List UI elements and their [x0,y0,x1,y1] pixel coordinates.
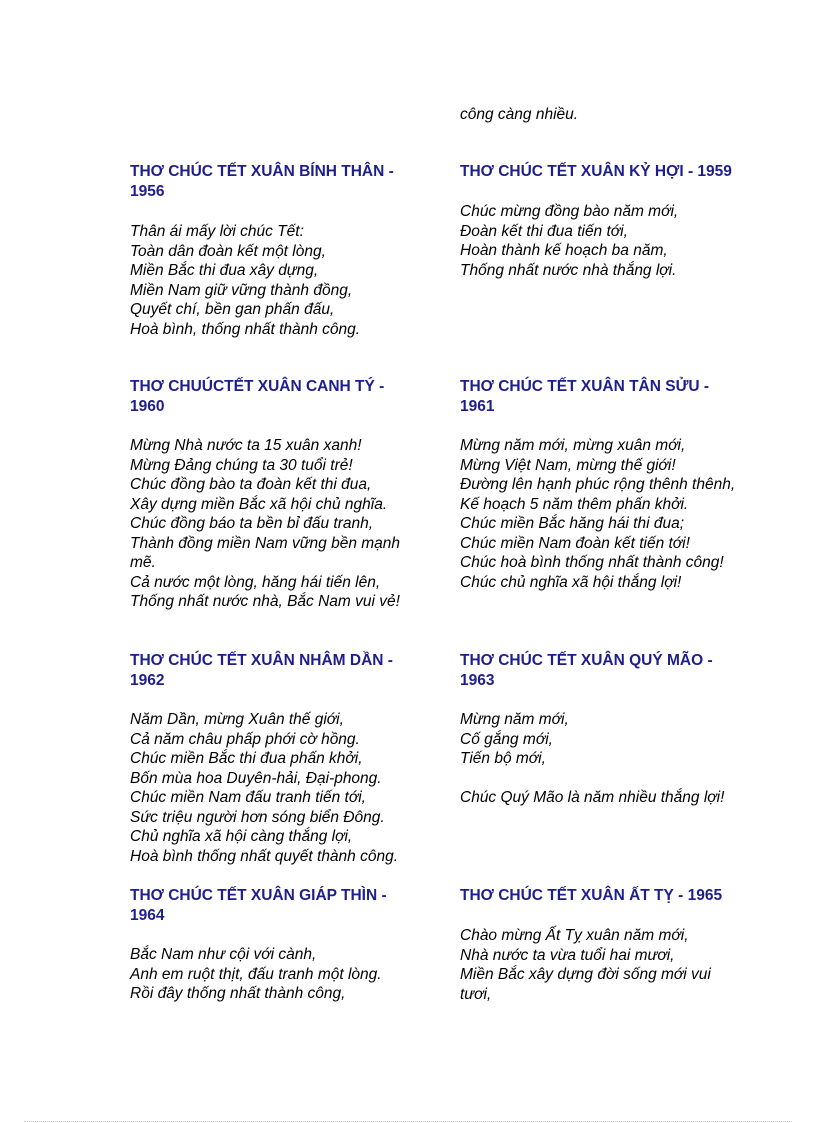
continuation-line: công càng nhiều. [460,106,579,123]
poem-line: Mừng Việt Nam, mừng thế giới! [460,456,676,474]
poem-line: Chúc miền Bắc hăng hái thi đua; [460,515,685,532]
poem-line: Chủ nghĩa xã hội càng thắng lợi, [130,828,353,845]
poem-line: Mừng Đảng chúng ta 30 tuổi trẻ! [130,456,353,474]
poem-line: Chúc chủ nghĩa xã hội thắng lợi! [460,573,682,591]
poem-line: tươi, [460,985,492,1003]
poem-line: Nhà nước ta vừa tuổi hai mươi, [460,946,675,964]
poem-body-at-ty [460,926,711,1004]
poem-line: Hoà bình, thống nhất thành công. [130,320,361,338]
poem-body-giap-thin [130,945,382,1004]
poem-line: Kế hoạch 5 năm thêm phấn khởi. [460,495,689,513]
poem-line: Thành đồng miền Nam vững bền mạnh [130,534,401,552]
poem-line: Hoà bình thống nhất quyết thành công. [130,847,399,865]
poem-body-ky-hoi [460,202,678,280]
poem-body-binh-than [130,222,360,339]
poem-line: Chúc Quý Mão là năm nhiều thắng lợi! [460,789,725,806]
poem-line: Chào mừng Ất Tỵ xuân năm mới, [460,927,689,944]
poem-line [460,769,724,789]
poem-line: Chúc miền Bắc thi đua phấn khởi, [130,750,363,767]
poem-line: Xây dựng miền Bắc xã hội chủ nghĩa. [130,495,388,513]
poem-line: Chúc miền Nam đấu tranh tiến tới, [130,789,366,806]
poem-line: Đường lên hạnh phúc rộng thênh thênh, [460,476,736,493]
poem-line: Bắc Nam như cội với cành, [130,946,317,963]
poem-title-quy-mao: THƠ CHÚC TẾT XUÂN QUÝ MÃO - 1963 [460,652,713,689]
poem-line: Miền Bắc xây dựng đời sống mới vui [460,966,711,983]
poem-line: Quyết chí, bền gan phấn đấu, [130,301,335,318]
poem-line: Thống nhất nước nhà, Bắc Nam vui vẻ! [130,593,400,610]
poem-line: Mừng năm mới, [460,711,569,728]
poem-line: Đoàn kết thi đua tiến tới, [460,222,628,240]
poem-line: Chúc đồng báo ta bền bỉ đấu tranh, [130,515,374,532]
poem-body-canh-ty [130,436,400,612]
poem-title-binh-than: THƠ CHÚC TẾT XUÂN BÍNH THÂN - 1956 [130,163,394,200]
poem-line: Mừng Nhà nước ta 15 xuân xanh! [130,437,362,454]
poem-line: Miền Nam giữ vững thành đồng, [130,281,353,299]
poem-line: Chúc mừng đồng bào năm mới, [460,203,679,220]
poem-line: Chúc hoà bình thống nhất thành công! [460,554,724,571]
poem-line: Anh em ruột thịt, đấu tranh một lòng. [130,965,382,983]
poem-line: Tiến bộ mới, [460,750,546,767]
poem-title-ky-hoi: THƠ CHÚC TẾT XUÂN KỶ HỢI - 1959 [460,163,732,180]
poem-body-nham-dan [130,710,398,866]
poem-line: Mừng năm mới, mừng xuân mới, [460,437,686,454]
poem-line: Bốn mùa hoa Duyên-hải, Đại-phong. [130,769,382,787]
poem-line: Năm Dần, mừng Xuân thế giới, [130,711,344,728]
poem-title-canh-ty: THƠ CHUÚCTẾT XUÂN CANH TÝ - 1960 [130,378,385,415]
poem-line: Cả nước một lòng, hăng hái tiến lên, [130,573,381,591]
poem-line: mẽ. [130,554,156,571]
poem-line: Chúc đồng bào ta đoàn kết thi đua, [130,476,372,493]
poem-line: Cả năm châu phấp phới cờ hồng. [130,730,360,748]
poem-line: Miền Bắc thi đua xây dựng, [130,262,319,279]
poem-line: Thân ái mấy lời chúc Tết: [130,223,304,240]
poem-line: Cố gắng mới, [460,730,553,748]
poem-line: Toàn dân đoàn kết một lòng, [130,242,326,260]
poem-line: Rồi đây thống nhất thành công, [130,985,346,1002]
poem-title-at-ty: THƠ CHÚC TẾT XUÂN ẤT TỴ - 1965 [460,887,723,904]
poem-title-nham-dan: THƠ CHÚC TẾT XUÂN NHÂM DẦN - 1962 [130,652,393,689]
poem-body-tan-suu [460,436,735,592]
poem-title-tan-suu: THƠ CHÚC TẾT XUÂN TÂN SỬU - 1961 [460,378,710,415]
poem-line: Hoàn thành kế hoạch ba năm, [460,242,668,259]
poem-line: Thống nhất nước nhà thắng lợi. [460,261,677,279]
poem-body-quy-mao [460,710,724,808]
poem-line: Chúc miền Nam đoàn kết tiến tới! [460,534,690,552]
poem-title-giap-thin: THƠ CHÚC TẾT XUÂN GIÁP THÌN - 1964 [130,887,387,924]
poem-line: Sức triệu người hơn sóng biển Đông. [130,808,385,826]
page-bottom-divider [24,1121,792,1122]
